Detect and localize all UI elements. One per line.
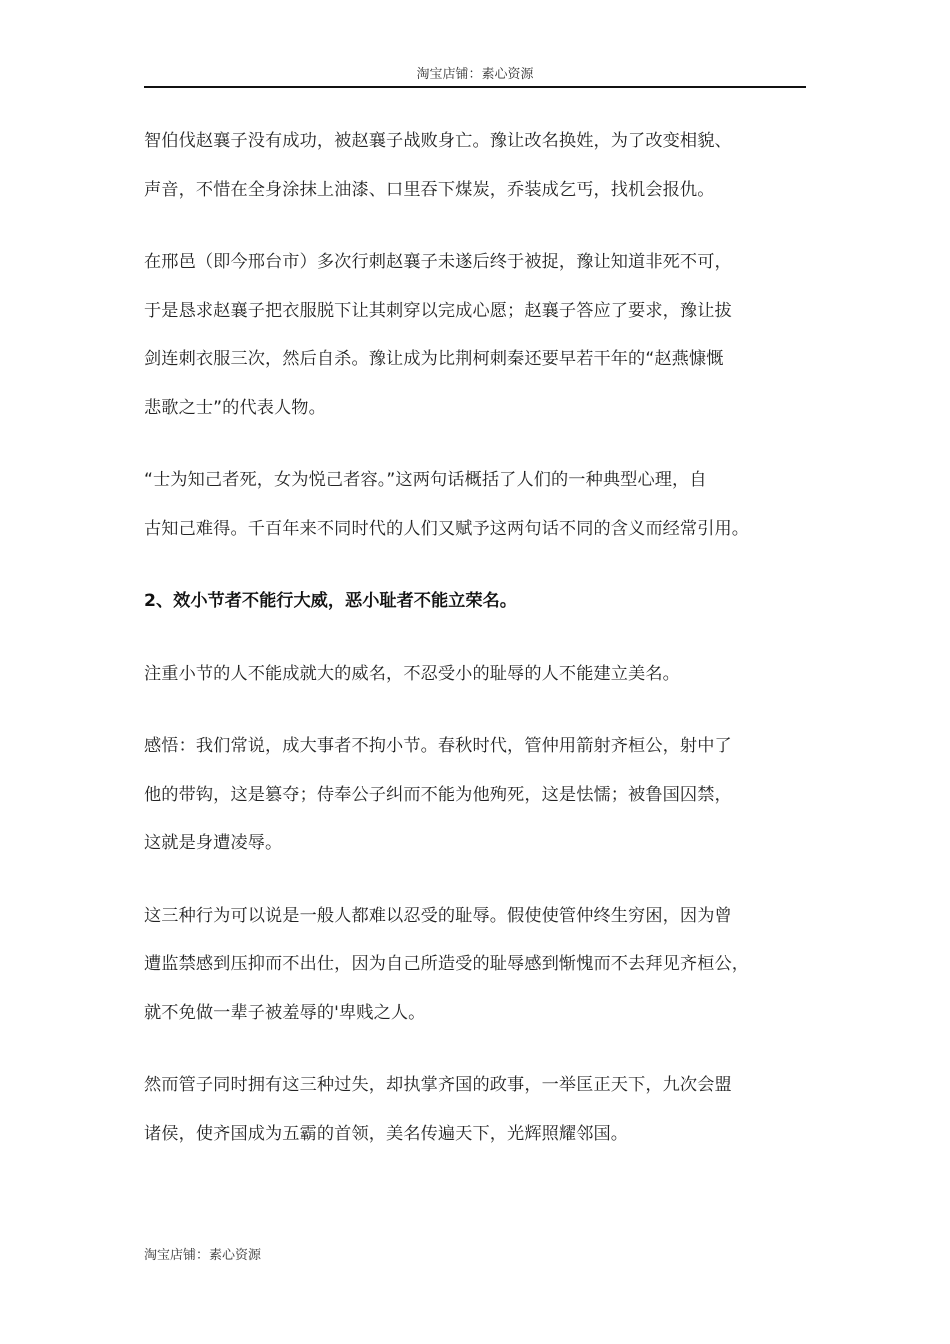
paragraph-reflection [144, 722, 814, 868]
text-line: 剑连刺衣服三次，然后自杀。豫让成为比荆柯刺秦还要早若干年的“赵燕慷慨 [144, 349, 724, 369]
section-heading: 2、效小节者不能行大威，恶小耻者不能立荣名。 [144, 591, 517, 611]
text-line: 悲歌之士”的代表人物。 [144, 397, 326, 418]
text-line: 声音，不惜在全身涂抹上油漆、口里吞下煤炭，乔装成乞丐，找机会报仇。 [144, 179, 715, 200]
text-line: 遭监禁感到压抑而不出仕，因为自己所造受的耻辱感到惭愧而不去拜见齐桓公， [144, 954, 750, 974]
text-line: 注重小节的人不能成就大的威名，不忍受小的耻辱的人不能建立美名。 [144, 663, 680, 684]
text-line: 在邢邑（即今邢台市）多次行刺赵襄子未遂后终于被捉，豫让知道非死不可， [144, 252, 732, 272]
text-line: 诸侯，使齐国成为五霸的首领，美名传遍天下，光辉照耀邻国。 [144, 1123, 629, 1144]
text-line: 他的带钩，这是篡夺；侍奉公子纠而不能为他殉死，这是怯懦；被鲁国囚禁， [144, 784, 732, 805]
paragraph-guanzi-achievement [144, 1061, 814, 1158]
paragraph-yurang-capture [144, 238, 814, 432]
text-line: 古知己难得。千百年来不同时代的人们又赋予这两句话不同的含义而经常引用。 [144, 518, 750, 539]
text-line: 于是恳求赵襄子把衣服脱下让其刺穿以完成心愿；赵襄子答应了要求，豫让拔 [144, 300, 732, 321]
text-line: 这就是身遭凌辱。 [144, 833, 283, 853]
text-line: “士为知己者死，女为悦己者容。”这两句话概括了人们的一种典型心理，自 [144, 470, 707, 490]
text-line: 智伯伐赵襄子没有成功，被赵襄子战败身亡。豫让改名换姓，为了改变相貌、 [144, 131, 732, 151]
paragraph-translation [144, 650, 814, 699]
paragraph-yurang-revenge [144, 117, 814, 214]
paragraph-zhiji-quote [144, 456, 814, 553]
page-footer: 淘宝店铺：素心资源 [144, 1248, 262, 1263]
text-line: 感悟：我们常说，成大事者不拘小节。春秋时代，管仲用箭射齐桓公，射中了 [144, 736, 732, 756]
page-header [144, 66, 806, 88]
text-line: 就不免做一辈子被羞辱的'卑贱之人。 [144, 1002, 426, 1023]
text-line: 然而管子同时拥有这三种过失，却执掌齐国的政事，一举匡正天下，九次会盟 [144, 1075, 732, 1095]
paragraph-three-disgraces [144, 892, 814, 1038]
document-body [144, 117, 814, 1182]
header-shop-name: 淘宝店铺：素心资源 [416, 67, 534, 82]
text-line: 这三种行为可以说是一般人都难以忍受的耻辱。假使使管仲终生穷困，因为曾 [144, 905, 732, 926]
